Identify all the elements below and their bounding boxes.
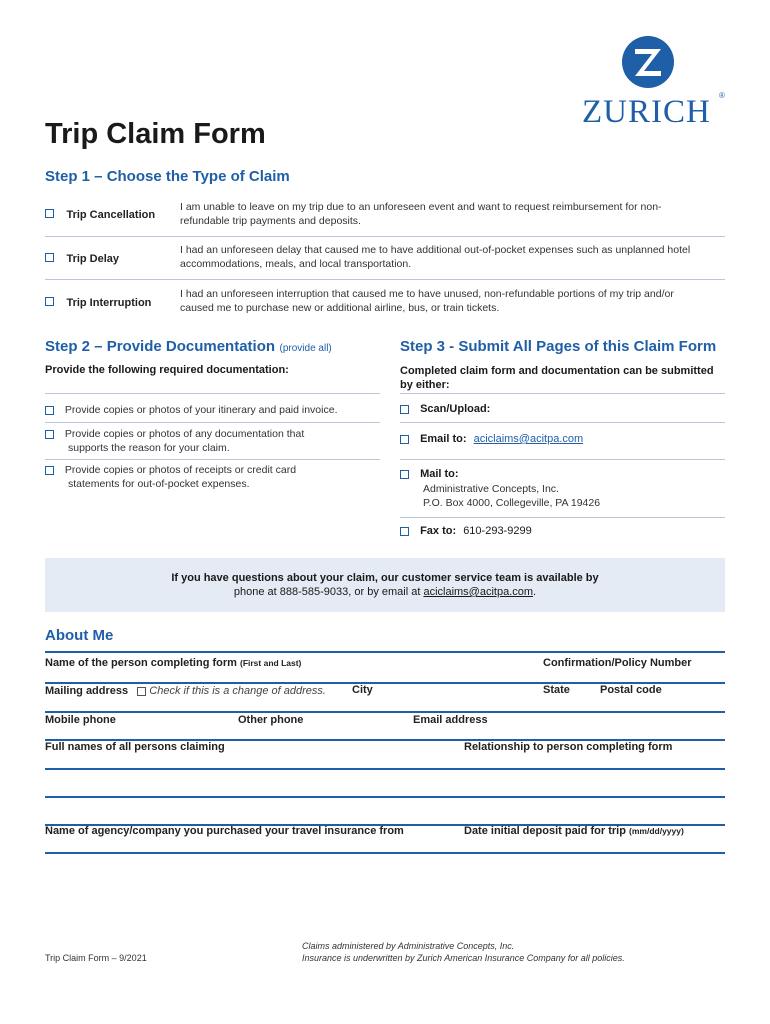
zurich-logo-icon xyxy=(622,36,674,88)
step2-heading-note: (provide all) xyxy=(279,343,332,354)
agency-field[interactable]: Name of agency/company you purchased your travel insurance from xyxy=(45,825,404,837)
checkbox[interactable] xyxy=(400,527,409,536)
mobile-phone-field[interactable]: Mobile phone xyxy=(45,714,116,726)
mailing-address-field[interactable] xyxy=(45,685,326,697)
postal-code-field[interactable]: Postal code xyxy=(600,684,662,696)
divider xyxy=(45,236,725,237)
doc-item-receipts[interactable] xyxy=(45,463,296,477)
option-description: I had an unforeseen interruption that caused me to have unused, non-refundable portions of my trip and/or caused me to purchase new or additional airline, bus, or train tickets. xyxy=(180,288,674,314)
step1-heading: Step 1 – Choose the Type of Claim xyxy=(45,168,290,185)
questions-line2: phone at 888-585-9033, or by email at aciclaims@acitpa.com. xyxy=(233,586,537,598)
doc-item-text: Provide copies or photos of receipts or credit card xyxy=(64,464,297,476)
deposit-label: Date initial deposit paid for trip xyxy=(464,825,626,837)
checkbox[interactable] xyxy=(45,466,54,475)
questions-email-link[interactable]: aciclaims@acitpa.com xyxy=(423,586,534,598)
policy-number-field[interactable]: Confirmation/Policy Number xyxy=(543,657,692,669)
page-title: Trip Claim Form xyxy=(45,118,266,150)
option-label: Trip Delay xyxy=(66,253,120,265)
checkbox[interactable] xyxy=(45,253,54,262)
checkbox[interactable] xyxy=(45,297,54,306)
email-label: Email to: xyxy=(420,433,467,445)
claim-type-option-cancellation[interactable] xyxy=(45,205,155,223)
checkbox[interactable] xyxy=(400,405,409,414)
submit-mail[interactable] xyxy=(400,468,459,480)
step3-heading: Step 3 - Submit All Pages of this Claim Form xyxy=(400,338,717,355)
checkbox[interactable] xyxy=(400,435,409,444)
divider xyxy=(45,459,380,460)
claim-type-option-delay[interactable] xyxy=(45,249,119,267)
doc-item-text-line2: supports the reason for your claim. xyxy=(68,442,230,454)
divider xyxy=(45,796,725,798)
option-label: Trip Interruption xyxy=(66,297,152,309)
state-field[interactable]: State xyxy=(543,684,570,696)
registered-mark: ® xyxy=(719,91,725,100)
deposit-date-field[interactable] xyxy=(464,825,684,837)
claim-type-option-interruption[interactable] xyxy=(45,293,151,311)
divider xyxy=(400,517,725,518)
questions-line1: If you have questions about your claim, our customer service team is available by xyxy=(171,572,599,584)
mailing-label: Mailing address xyxy=(45,685,129,697)
city-field[interactable]: City xyxy=(352,684,373,696)
change-of-address-checkbox[interactable] xyxy=(137,687,146,696)
mail-address: Administrative Concepts, Inc. P.O. Box 4000, Collegeville, PA 19426 xyxy=(423,483,601,509)
doc-item-text: Provide copies or photos of any documentation that xyxy=(64,428,305,440)
divider xyxy=(45,711,725,713)
customer-service-box xyxy=(45,558,725,612)
step2-heading-wrap xyxy=(45,338,332,356)
doc-item-text: Provide copies or photos of your itinerary and paid invoice. xyxy=(64,404,338,416)
deposit-note: (mm/dd/yyyy) xyxy=(629,826,684,836)
change-of-address-label: Check if this is a change of address. xyxy=(149,685,326,697)
name-field[interactable] xyxy=(45,657,301,669)
persons-claiming-field[interactable]: Full names of all persons claiming xyxy=(45,741,225,753)
step2-subheading: Provide the following required documentation: xyxy=(45,364,289,376)
option-label: Trip Cancellation xyxy=(66,209,156,221)
doc-item-text-line2: statements for out-of-pocket expenses. xyxy=(68,478,250,490)
fax-label: Fax to: xyxy=(420,525,457,537)
footer-administrator: Claims administered by Administrative Concepts, Inc. Insurance is underwritten by Zurich American Insurance Company for all policies. xyxy=(302,941,625,963)
option-description: I had an unforeseen delay that caused me to have additional out-of-pocket expenses such as unplanned hotel accommodations, meals, and local transportation. xyxy=(180,244,691,270)
divider xyxy=(45,852,725,854)
divider xyxy=(45,422,380,423)
divider xyxy=(45,279,725,280)
mail-label: Mail to: xyxy=(420,468,459,480)
doc-item-reason[interactable] xyxy=(45,427,304,441)
divider xyxy=(400,393,725,394)
name-label: Name of the person completing form xyxy=(45,657,237,669)
email-link[interactable]: aciclaims@acitpa.com xyxy=(473,433,584,445)
submit-email[interactable] xyxy=(400,433,583,445)
divider xyxy=(45,651,725,653)
checkbox[interactable] xyxy=(45,406,54,415)
checkbox[interactable] xyxy=(45,430,54,439)
submit-fax[interactable] xyxy=(400,525,532,537)
name-note: (First and Last) xyxy=(239,658,302,668)
other-phone-field[interactable]: Other phone xyxy=(238,714,304,726)
divider xyxy=(400,459,725,460)
checkbox[interactable] xyxy=(400,470,409,479)
option-description: I am unable to leave on my trip due to an unforeseen event and want to request reimbursement for non- refundable trip payments and deposits. xyxy=(180,201,662,227)
step2-heading: Step 2 – Provide Documentation xyxy=(45,338,276,355)
step3-subheading: Completed claim form and documentation can be submitted by either: xyxy=(400,365,714,391)
scan-label: Scan/Upload: xyxy=(420,403,491,415)
divider xyxy=(45,768,725,770)
fax-number: 610-293-9299 xyxy=(463,525,532,537)
checkbox[interactable] xyxy=(45,209,54,218)
divider xyxy=(400,422,725,423)
about-heading: About Me xyxy=(45,627,114,644)
relationship-field[interactable]: Relationship to person completing form xyxy=(464,741,673,753)
divider xyxy=(45,393,380,394)
doc-item-itinerary[interactable] xyxy=(45,403,338,417)
submit-scan-upload[interactable] xyxy=(400,403,490,415)
footer-form-id: Trip Claim Form – 9/2021 xyxy=(45,953,147,963)
logo-text: ZURICH xyxy=(582,94,711,130)
email-address-field[interactable]: Email address xyxy=(413,714,488,726)
